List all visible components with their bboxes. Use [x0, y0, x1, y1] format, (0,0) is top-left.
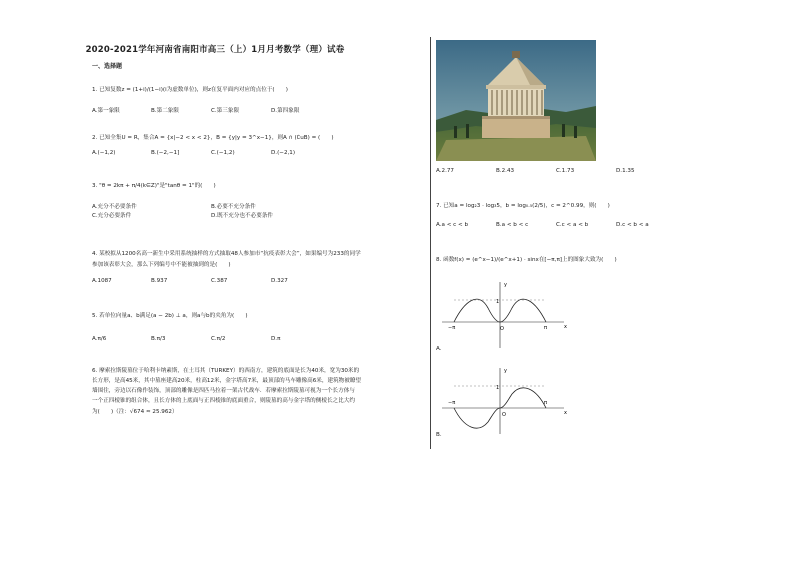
q5-option-b: B.π/3: [151, 336, 166, 342]
q2-option-b: B.(−2,−1]: [151, 150, 180, 156]
q6-option-a: A.2.77: [436, 168, 454, 174]
question-6-stem-line-5: 为( )（注：√674 ≈ 25.962）: [92, 409, 178, 415]
page-title: 2020-2021学年河南省南阳市高三（上）1月月考数学（理）试卷: [85, 45, 345, 55]
q3-option-b: B.必要不充分条件: [211, 204, 256, 210]
question-6-stem-line-3: 墙围住，旁边以石像作装饰，顶部的雕像是四匹马拉着一架古代战车．若摩索拉斯陵墓可视为一个长方体与: [92, 388, 355, 394]
q4-option-c: C.387: [211, 278, 228, 284]
mausoleum-photo: [436, 40, 596, 161]
graph-b-origin-label: O: [502, 412, 506, 418]
q4-option-b: B.937: [151, 278, 168, 284]
q7-option-a: A.a < c < b: [436, 222, 469, 228]
q3-option-d: D.既不充分也不必要条件: [211, 213, 274, 219]
q3-option-a: A.充分不必要条件: [92, 204, 137, 210]
question-4-stem-line-1: 4. 某校拟从1200名高一新生中采用系统抽样的方式抽取48人参加市“抗疫表彰大会”，如果编号为233的同学: [92, 251, 361, 257]
q6-option-c: C.1.73: [556, 168, 575, 174]
q1-option-d: D.第四象限: [271, 108, 300, 114]
graph-b-pi-label: π: [544, 400, 548, 406]
question-7-stem: 7. 已知a = log₂3 · log₃5，b = log₀.₅(2/5)，c = 2^0.99，则( ): [436, 203, 610, 209]
q1-option-c: C.第三象限: [211, 108, 240, 114]
q7-option-b: B.a < b < c: [496, 222, 529, 228]
graph-b-x-label: x: [564, 410, 567, 416]
graph-a-neg-pi-label: −π: [448, 325, 456, 331]
q4-option-d: D.327: [271, 278, 288, 284]
question-3-stem: 3. "θ = 2kπ + π/4(k∈Z)"是"tanθ = 1"的( ): [92, 183, 216, 189]
question-8-stem: 8. 函数f(x) = (e^x−1)/(e^x+1) · sinx在[−π,π]上的图象大致为( ): [436, 257, 617, 263]
q2-option-c: C.(−1,2): [211, 150, 235, 156]
graph-b-one-label: 1: [496, 385, 500, 391]
question-6-stem-line-2: 长方形，是高45米，其中墓座建高20米，柱高12米，金字塔高7米，最顶部的马车雕像高6米，建筑物被瞭望: [92, 378, 362, 384]
q5-option-d: D.π: [271, 336, 281, 342]
question-2-stem: 2. 已知全集U = R，集合A = {x|−2 < x < 2}，B = {y|y = 3^x−1}，则A ∩ (∁uB) = ( ): [92, 135, 334, 141]
q3-option-c: C.充分必要条件: [92, 213, 132, 219]
column-divider: [430, 37, 431, 449]
q5-option-a: A.π/6: [92, 336, 107, 342]
graph-a: [440, 278, 570, 350]
q2-option-a: A.(−1,2): [92, 150, 116, 156]
question-5-stem: 5. 若单位向量a、b满足(a − 2b) ⊥ a，则a与b的夹角为( ): [92, 313, 248, 319]
q1-option-b: B.第二象限: [151, 108, 179, 114]
q7-option-c: C.c < a < b: [556, 222, 589, 228]
question-6-stem-line-4: 一个正四棱锥的组合体，且长方体的上底面与正四棱锥的底面重合，则陵墓的高与金字塔的侧棱长之比大约: [92, 398, 355, 404]
graph-a-x-label: x: [564, 324, 567, 330]
graph-a-one-label: 1: [496, 299, 500, 305]
q1-option-a: A.第一象限: [92, 108, 120, 114]
graph-b: [440, 364, 570, 436]
section-heading: 一、选择题: [92, 63, 123, 70]
q2-option-d: D.(−2,1): [271, 150, 296, 156]
q6-option-d: D.1.35: [616, 168, 635, 174]
graph-a-y-label: y: [504, 282, 507, 288]
graph-b-neg-pi-label: −π: [448, 400, 456, 406]
q7-option-d: D.c < b < a: [616, 222, 649, 228]
graph-a-origin-label: O: [500, 326, 504, 332]
q8-option-a-label: A.: [436, 346, 442, 352]
question-4-stem-line-2: 参加该表彰大会，那么下列编号中不能被抽到的是( ): [92, 262, 231, 268]
graph-b-y-label: y: [504, 368, 507, 374]
q8-option-b-label: B.: [436, 432, 442, 438]
q5-option-c: C.π/2: [211, 336, 226, 342]
question-6-stem-line-1: 6. 摩索拉斯陵墓位于哈利卡纳素斯，在土耳其（TURKEY）的西南方，建筑的底面是长为40米，宽为30米的: [92, 368, 360, 374]
graph-a-pi-label: π: [544, 325, 548, 331]
q4-option-a: A.1087: [92, 278, 112, 284]
question-1-stem: 1. 已知复数z = (1+i)/(1−i)(i为虚数单位)，则z在复平面内对应的点位于( ): [92, 87, 288, 93]
q6-option-b: B.2.43: [496, 168, 515, 174]
